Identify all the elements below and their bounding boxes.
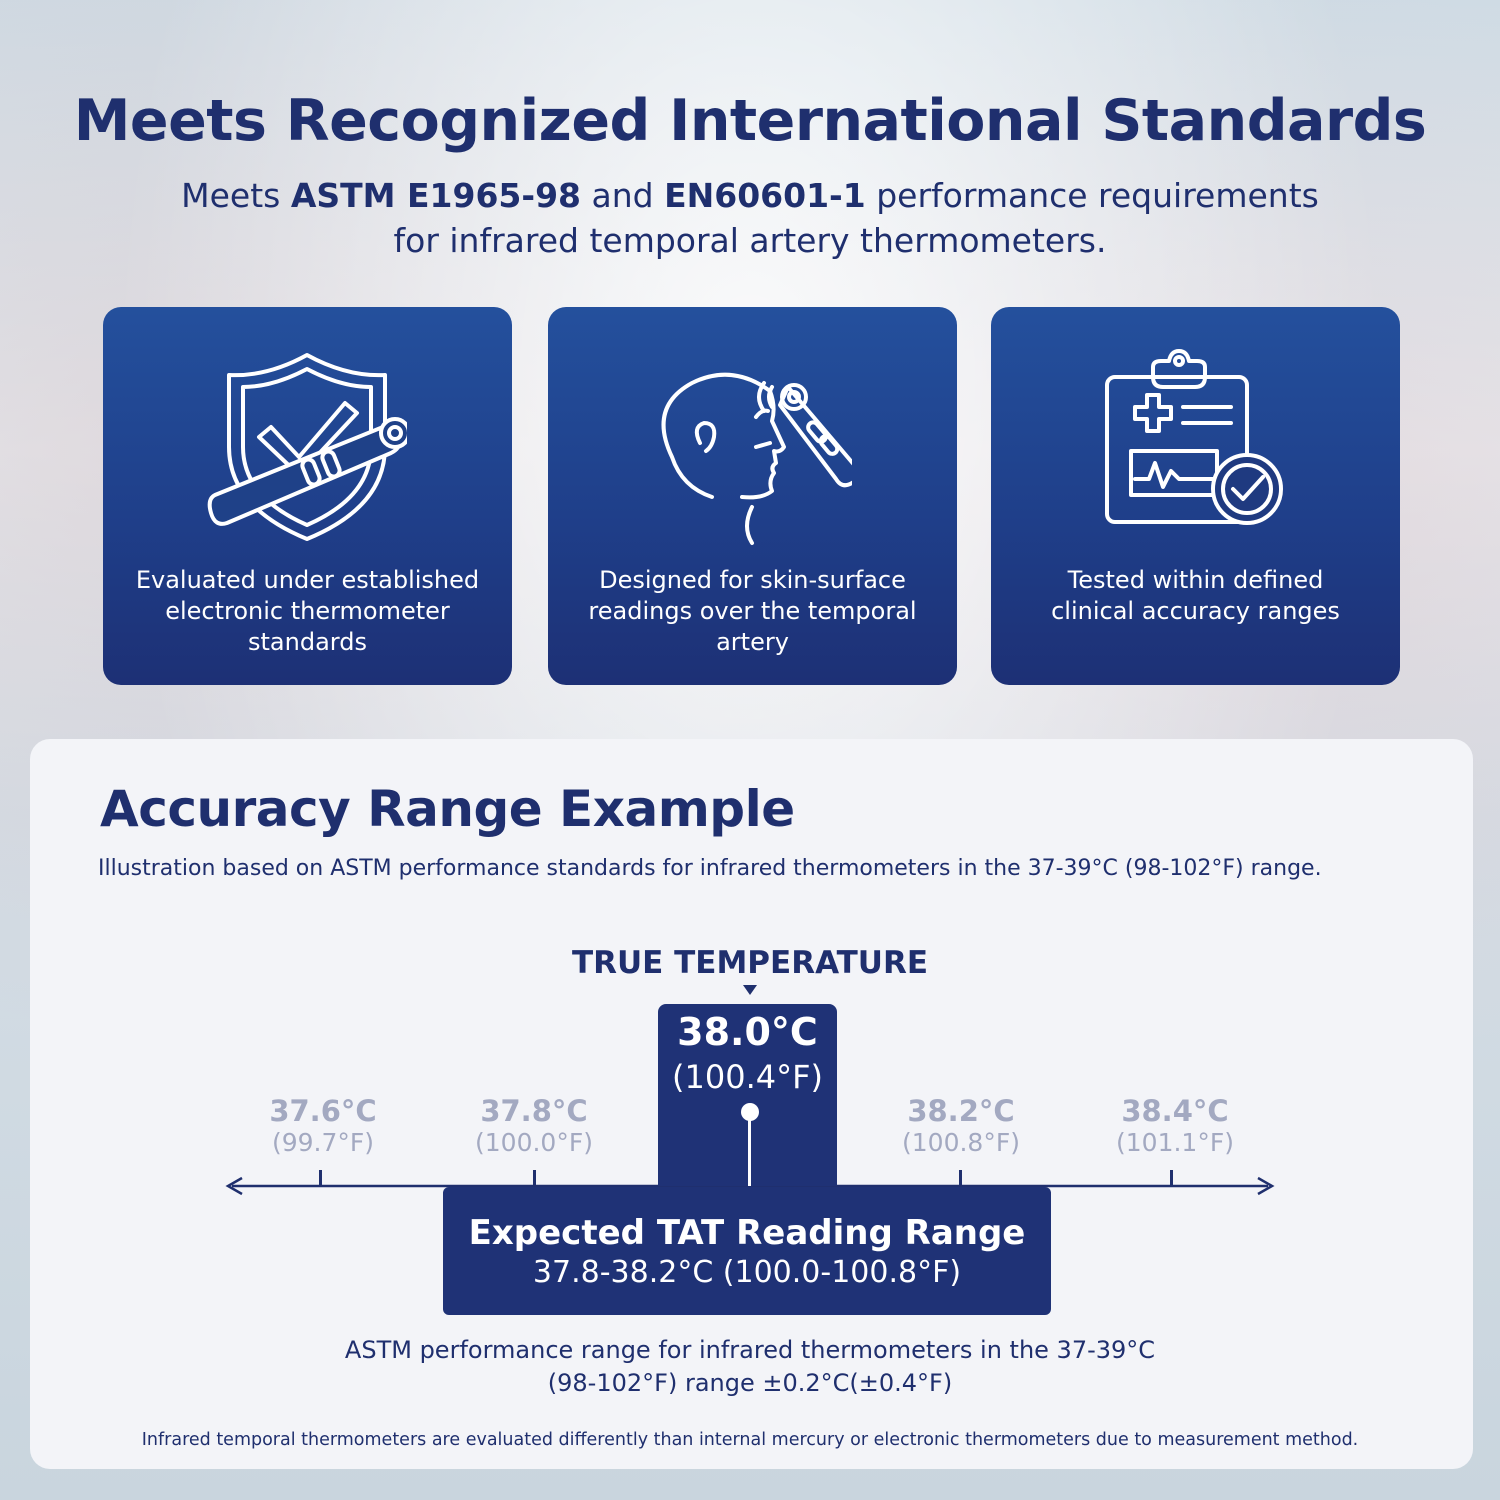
- tick-label-celsius: 38.2°C: [907, 1094, 1015, 1128]
- feature-caption: [1001, 565, 1390, 627]
- standard-en: EN60601-1: [664, 176, 866, 215]
- page-title: Meets Recognized International Standards: [73, 88, 1427, 154]
- caption-line: standards: [248, 628, 367, 656]
- tick-mark: [959, 1170, 962, 1186]
- footnote: Infrared temporal thermometers are evaluated differently than internal mercury or electronic thermometers due to measurement method.: [141, 1430, 1359, 1450]
- caption-line: Designed for skin-surface: [599, 566, 906, 594]
- true-temperature-celsius: 38.0°C: [677, 1010, 818, 1054]
- feature-card-temporal: [548, 307, 957, 685]
- astm-range-note: [250, 1334, 1250, 1400]
- feature-caption: [113, 565, 502, 658]
- standard-astm: ASTM E1965-98: [290, 176, 581, 215]
- subtitle-suffix: performance requirements: [865, 176, 1319, 215]
- expected-range-title: Expected TAT Reading Range: [468, 1213, 1026, 1253]
- accuracy-title: Accuracy Range Example: [100, 780, 795, 838]
- expected-range-values: 37.8-38.2°C (100.0-100.8°F): [532, 1255, 962, 1290]
- true-temperature-stem: [748, 1118, 751, 1186]
- tick-label-fahrenheit: (100.0°F): [475, 1128, 593, 1157]
- tick-label-celsius: 37.8°C: [480, 1094, 588, 1128]
- standards-subtitle-line-1: [150, 173, 1350, 218]
- pointer-down-icon: [743, 985, 757, 995]
- head-scan-thermometer-icon: [652, 347, 852, 547]
- subtitle-and: and: [581, 176, 665, 215]
- standards-subtitle: [150, 173, 1350, 263]
- feature-card-accuracy: [991, 307, 1400, 685]
- accuracy-subtitle: Illustration based on ASTM performance standards for infrared thermometers in the 37-39°C (98-102°F) range.: [98, 856, 1322, 881]
- tick-label-celsius: 37.6°C: [269, 1094, 377, 1128]
- true-temperature-label: TRUE TEMPERATURE: [571, 945, 929, 981]
- astm-note-line-1: ASTM performance range for infrared thermometers in the 37-39°C: [344, 1336, 1156, 1364]
- astm-note-line-2: (98-102°F) range ±0.2°C(±0.4°F): [547, 1369, 953, 1397]
- shield-thermometer-icon: [207, 347, 407, 547]
- caption-line: electronic thermometer: [165, 597, 450, 625]
- caption-line: clinical accuracy ranges: [1051, 597, 1340, 625]
- standards-subtitle-line-2: for infrared temporal artery thermometers.: [393, 221, 1107, 260]
- feature-caption: [558, 565, 947, 658]
- caption-line: artery: [716, 628, 789, 656]
- tick-mark: [319, 1170, 322, 1186]
- subtitle-prefix: Meets: [181, 176, 291, 215]
- clipboard-check-icon: [1095, 347, 1295, 547]
- tick-label-fahrenheit: (99.7°F): [271, 1128, 375, 1157]
- caption-line: Evaluated under established: [135, 566, 480, 594]
- tick-label-celsius: 38.4°C: [1121, 1094, 1229, 1128]
- true-temperature-fahrenheit: (100.4°F): [672, 1058, 823, 1096]
- caption-line: Tested within defined: [1067, 566, 1324, 594]
- tick-mark: [533, 1170, 536, 1186]
- expected-range-box: [443, 1187, 1051, 1315]
- feature-card-standards: [103, 307, 512, 685]
- tick-label-fahrenheit: (100.8°F): [902, 1128, 1020, 1157]
- caption-line: readings over the temporal: [588, 597, 917, 625]
- tick-label-fahrenheit: (101.1°F): [1116, 1128, 1234, 1157]
- tick-mark: [1170, 1170, 1173, 1186]
